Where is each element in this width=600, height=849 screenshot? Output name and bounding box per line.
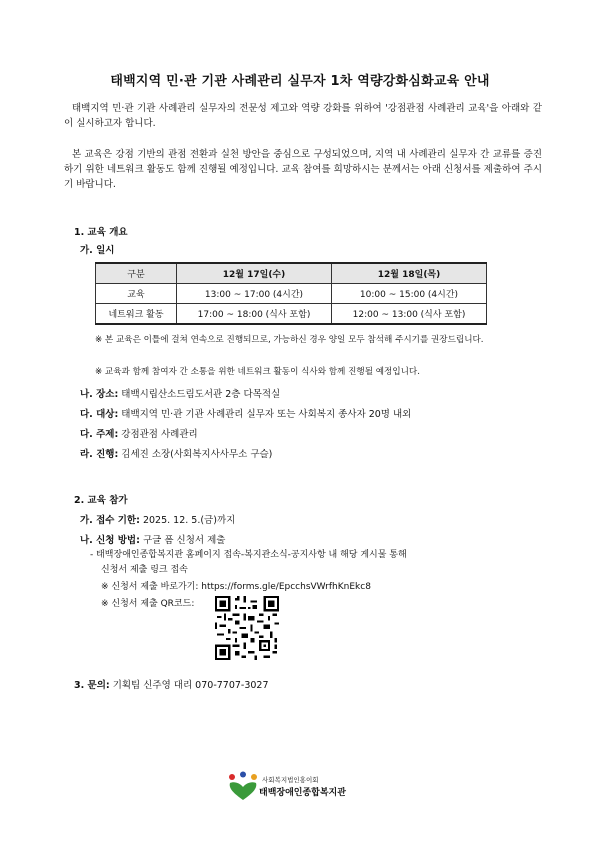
venue-line [80,386,280,400]
topic-label: 다. 주제: [80,429,119,440]
intro-paragraph-1 [64,101,542,131]
form-link[interactable]: ※ 신청서 제출 바로가기: https://forms.gle/EpcchsVWrfhKnEkc8 [101,582,371,592]
method-value: 구글 폼 신청서 제출 [139,535,226,546]
method-detail-1: - 태백장애인종합복지관 홈페이지 접속-복지관소식-공지사항 내 해당 게시물 통해 [90,550,407,560]
table-row [96,284,487,304]
section-1-heading: 1. 교육 개요 [74,227,128,238]
table-header-day2: 12월 18일(목) [332,263,487,284]
method-line [80,532,225,546]
method-label: 나. 신청 방법: [80,535,140,546]
organization-logo-icon [224,771,262,801]
schedule-note-2: ※ 교육과 함께 참여자 간 소통을 위한 네트워크 활동이 식사와 함께 진행될 예정입니다. [95,367,420,377]
table-cell: 12:00 ~ 13:00 (식사 포함) [332,304,487,325]
venue-label: 나. 장소: [80,389,119,400]
intro-text-2: 본 교육은 강점 기반의 관점 전환과 실천 방안을 중심으로 구성되었으며, 지역 내 사례관리 실무자 간 교류를 증진하기 위한 네트워크 활동도 함께 진행될 예정입니다. 교육 참여를 희망하시는 분께서는 아래 신청서를 제출하여 주시기 바랍니다. [64,149,542,190]
table-cell: 교육 [96,284,177,304]
table-header-category: 구분 [96,263,177,284]
target-line [80,406,411,420]
instructor-value: 김세진 소장(사회복지사사무소 구슬) [118,449,273,460]
contact-line [74,677,269,691]
method-detail-2: 신청서 제출 링크 접속 [101,565,188,575]
instructor-line [80,446,272,460]
schedule-table [95,262,487,325]
qr-label: ※ 신청서 제출 QR코드: [101,599,195,609]
schedule-label: 가. 일시 [80,245,115,256]
table-cell: 17:00 ~ 18:00 (식사 포함) [177,304,332,325]
instructor-label: 라. 진행: [80,449,119,460]
contact-value: 기획팀 신주영 대리 070-7707-3027 [109,680,269,691]
table-row [96,304,487,325]
table-cell: 13:00 ~ 17:00 (4시간) [177,284,332,304]
venue-value: 태백시립산소드림도서관 2층 다목적실 [118,389,281,400]
table-cell: 네트워크 활동 [96,304,177,325]
table-header-row [96,263,487,284]
contact-label: 3. 문의: [74,680,110,691]
footer-org-name: 태백장애인종합복지관 [259,788,346,798]
target-label: 다. 대상: [80,409,119,420]
table-header-day1: 12월 17일(수) [177,263,332,284]
footer-org-small: 사회복지법인홍이회 [262,776,319,784]
intro-paragraph-2 [64,147,542,192]
page-title: 태백지역 민·관 기관 사례관리 실무자 1차 역량강화심화교육 안내 [110,74,490,89]
topic-value: 강점관점 사례관리 [118,429,198,440]
table-cell: 10:00 ~ 15:00 (4시간) [332,284,487,304]
section-2-heading: 2. 교육 참가 [74,495,128,506]
topic-line [80,426,198,440]
target-value: 태백지역 민·관 기관 사례관리 실무자 또는 사회복지 종사자 20명 내외 [118,409,412,420]
deadline-line [80,512,235,526]
qr-code-icon[interactable] [215,596,279,660]
intro-text-1: 태백지역 민·관 기관 사례관리 실무자의 전문성 제고와 역량 강화를 위하여 '강점관점 사례관리 교육'을 아래와 같이 실시하고자 합니다. [64,103,542,129]
schedule-note-1: ※ 본 교육은 이틀에 걸쳐 연속으로 진행되므로, 가능하신 경우 양일 모두 참석해 주시기를 권장드립니다. [95,335,484,345]
deadline-value: 2025. 12. 5.(금)까지 [139,515,236,526]
deadline-label: 가. 접수 기한: [80,515,140,526]
